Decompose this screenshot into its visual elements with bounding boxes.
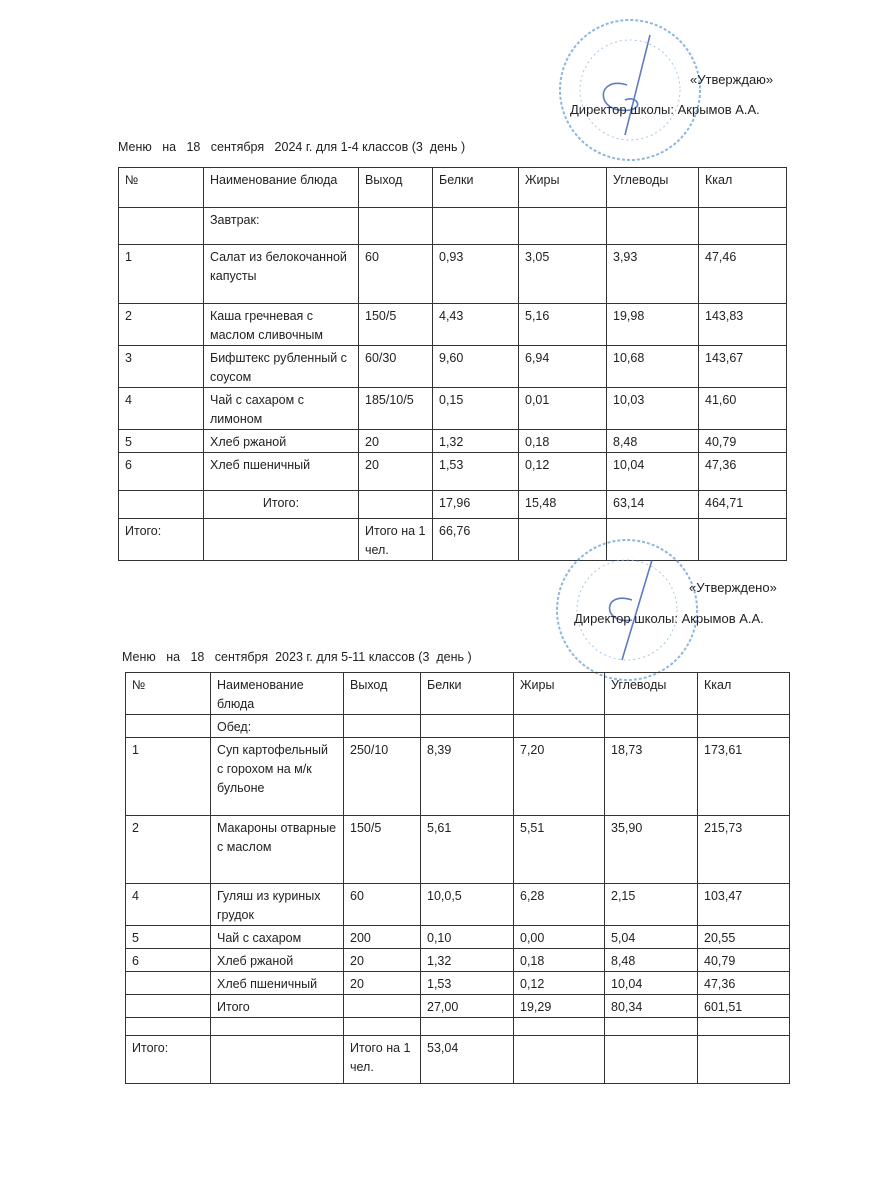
table-cell: 9,60 [433,346,519,388]
table-cell: Итого: [204,491,359,519]
table-cell: 47,36 [699,453,787,491]
table-row [126,1036,790,1084]
table-cell: 6 [126,949,211,972]
table-cell: 80,34 [605,995,698,1018]
table-cell: Ккал [698,673,790,715]
table-cell: Чай с сахаром с лимоном [204,388,359,430]
table-cell: 41,60 [699,388,787,430]
table-cell: 20,55 [698,926,790,949]
table-cell: 20 [359,453,433,491]
table-cell: 1,32 [433,430,519,453]
table-cell [698,1018,790,1036]
table-cell: 66,76 [433,519,519,561]
table-cell: 0,00 [514,926,605,949]
table-row [119,304,787,346]
table-cell: 53,04 [421,1036,514,1084]
table-cell [421,715,514,738]
table-cell [514,1036,605,1084]
table-row [119,346,787,388]
table-cell: № [119,168,204,208]
table-cell: 185/10/5 [359,388,433,430]
table-cell: 3,93 [607,245,699,304]
table-row [126,972,790,995]
table-cell: 10,0,5 [421,884,514,926]
table-cell [126,995,211,1018]
table-cell: 1,53 [421,972,514,995]
table-cell: 464,71 [699,491,787,519]
table-cell: 20 [344,949,421,972]
table-cell: 35,90 [605,816,698,884]
table-cell: 47,36 [698,972,790,995]
table-cell [344,1018,421,1036]
table-cell [605,1018,698,1036]
table-cell: 3,05 [519,245,607,304]
table-cell: 0,12 [514,972,605,995]
table-cell: 19,29 [514,995,605,1018]
table-cell [514,1018,605,1036]
table-cell: Макароны отварные с маслом [211,816,344,884]
table-row [126,1018,790,1036]
table-cell: Ккал [699,168,787,208]
table-cell: 250/10 [344,738,421,816]
table-cell: 1,32 [421,949,514,972]
table-cell: Итого [211,995,344,1018]
table-cell [421,1018,514,1036]
table-cell: 0,15 [433,388,519,430]
menu-table [125,672,790,1084]
table-header-row [126,673,790,715]
table-cell [359,491,433,519]
school-stamp-icon [555,15,705,165]
table-cell [519,519,607,561]
table-cell [607,519,699,561]
table-cell: 150/5 [344,816,421,884]
table-cell: 103,47 [698,884,790,926]
table-cell [126,1018,211,1036]
table-cell: 6,28 [514,884,605,926]
table-cell: Гуляш из куриных грудок [211,884,344,926]
table-cell: 15,48 [519,491,607,519]
table-cell [119,208,204,245]
table-cell [607,208,699,245]
table-cell [204,519,359,561]
table-cell [514,715,605,738]
table-cell: 10,04 [607,453,699,491]
table-cell [344,995,421,1018]
table-cell: Углеводы [607,168,699,208]
table-cell: 40,79 [698,949,790,972]
table-cell: 10,03 [607,388,699,430]
table-cell: 4,43 [433,304,519,346]
table-cell [126,715,211,738]
table-cell: Чай с сахаром [211,926,344,949]
table-cell [359,208,433,245]
table-cell: 8,48 [607,430,699,453]
table-cell: 5,04 [605,926,698,949]
table-cell: 40,79 [699,430,787,453]
table-cell: Итого на 1 чел. [344,1036,421,1084]
table-cell: 150/5 [359,304,433,346]
table-cell: Завтрак: [204,208,359,245]
table-cell: 18,73 [605,738,698,816]
director-label: Директор школы: Акрымов А.А. [574,611,764,626]
table-row [119,388,787,430]
table-cell: 10,68 [607,346,699,388]
table-cell: 8,39 [421,738,514,816]
table-cell: 5,61 [421,816,514,884]
table-cell: Белки [433,168,519,208]
table-cell: 1 [126,738,211,816]
table-cell: 63,14 [607,491,699,519]
table-cell: 173,61 [698,738,790,816]
table-header-row [119,168,787,208]
table-cell: 20 [359,430,433,453]
table-cell [119,491,204,519]
table-cell: 601,51 [698,995,790,1018]
table-cell: Хлеб ржаной [204,430,359,453]
table-row [126,738,790,816]
table-cell: 0,10 [421,926,514,949]
table-row [126,715,790,738]
table-cell: 215,73 [698,816,790,884]
table-cell: 5,51 [514,816,605,884]
table-cell: 2 [126,816,211,884]
table-cell: Выход [359,168,433,208]
table-cell: Хлеб пшеничный [211,972,344,995]
table-cell: Итого на 1 чел. [359,519,433,561]
table-row [126,884,790,926]
table-cell [126,972,211,995]
table-cell: 27,00 [421,995,514,1018]
table-cell [211,1018,344,1036]
approval-label: «Утверждаю» [690,72,774,87]
table-cell: Каша гречневая с маслом сливочным [204,304,359,346]
table-cell: 8,48 [605,949,698,972]
table-cell: 6,94 [519,346,607,388]
table-cell [211,1036,344,1084]
table-cell: 3 [119,346,204,388]
table-cell: 0,12 [519,453,607,491]
table-cell: 1 [119,245,204,304]
table-cell: Жиры [519,168,607,208]
table-cell: 0,18 [519,430,607,453]
table-cell: 5 [126,926,211,949]
table-cell: 47,46 [699,245,787,304]
table-cell: Наименование блюда [211,673,344,715]
table-cell: Итого: [119,519,204,561]
table-cell: 4 [119,388,204,430]
table-cell [605,715,698,738]
table-cell: 0,93 [433,245,519,304]
table-cell: 6 [119,453,204,491]
table-cell: 143,67 [699,346,787,388]
table-cell [699,208,787,245]
table-cell: 20 [344,972,421,995]
table-row [126,816,790,884]
table-cell: Обед: [211,715,344,738]
table-cell [519,208,607,245]
table-row [126,926,790,949]
director-label: Директор школы: Акрымов А.А. [570,102,760,117]
table-row [119,245,787,304]
table-cell: 10,04 [605,972,698,995]
table-cell: 60/30 [359,346,433,388]
table-cell [344,715,421,738]
table-cell: Белки [421,673,514,715]
table-cell: № [126,673,211,715]
table-cell: 60 [344,884,421,926]
table-cell: 5 [119,430,204,453]
table-cell [698,1036,790,1084]
table-row [119,519,787,561]
table-cell: 143,83 [699,304,787,346]
table-cell: 200 [344,926,421,949]
table-cell: Бифштекс рубленный с соусом [204,346,359,388]
table-cell: 1,53 [433,453,519,491]
table-cell: Салат из белокочанной капусты [204,245,359,304]
menu-table [118,167,787,561]
table-cell: Итого: [126,1036,211,1084]
table-cell: 0,18 [514,949,605,972]
table-cell: Хлеб ржаной [211,949,344,972]
table-cell: Хлеб пшеничный [204,453,359,491]
table-cell [605,1036,698,1084]
table-row [126,949,790,972]
table-cell: 60 [359,245,433,304]
table-cell: 7,20 [514,738,605,816]
table-cell [699,519,787,561]
table-cell: Выход [344,673,421,715]
table-cell: 17,96 [433,491,519,519]
table-row [119,208,787,245]
table-cell: Углеводы [605,673,698,715]
table-cell: 0,01 [519,388,607,430]
table-cell [433,208,519,245]
table-cell: 19,98 [607,304,699,346]
table-cell: 4 [126,884,211,926]
table-row [126,995,790,1018]
table-row [119,491,787,519]
table-cell: 2,15 [605,884,698,926]
menu-title: Меню на 18 сентября 2024 г. для 1-4 классов (3 день ) [118,140,466,154]
menu-title: Меню на 18 сентября 2023 г. для 5-11 классов (3 день ) [122,650,472,664]
table-row [119,453,787,491]
table-cell: Жиры [514,673,605,715]
table-row [119,430,787,453]
table-cell [698,715,790,738]
table-cell: Наименование блюда [204,168,359,208]
approval-label: «Утверждено» [689,580,777,595]
table-cell: Суп картофельный с горохом на м/к бульоне [211,738,344,816]
table-cell: 5,16 [519,304,607,346]
table-cell: 2 [119,304,204,346]
